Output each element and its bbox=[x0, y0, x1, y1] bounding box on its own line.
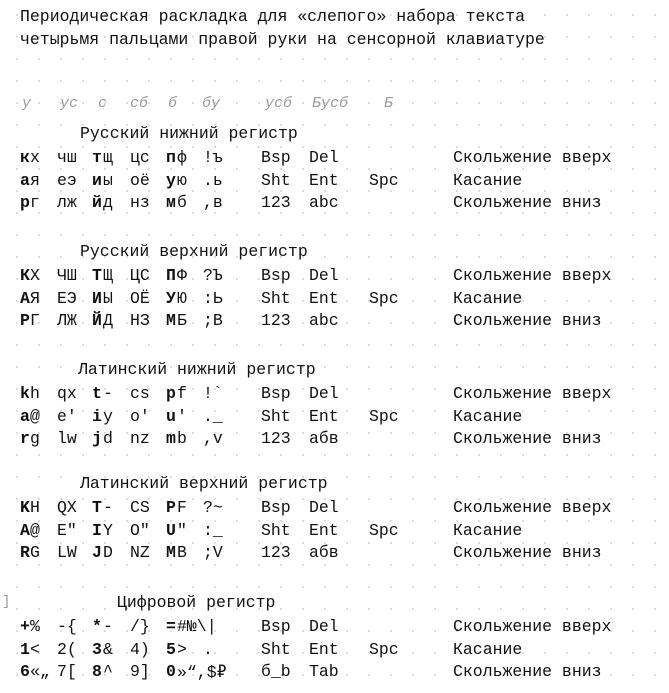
key-cell-f2: абв bbox=[309, 543, 339, 562]
key-cell-c2: я bbox=[30, 170, 40, 190]
section-title: Цифровой регистр bbox=[117, 593, 276, 612]
key-cell-c8: ю bbox=[177, 170, 187, 190]
key-cell-c2: @ bbox=[30, 406, 40, 426]
key-cell-c5: щ bbox=[103, 148, 113, 167]
key-row bbox=[0, 521, 669, 543]
key-cell-f1: 123 bbox=[261, 429, 291, 448]
key-cell-c7: П bbox=[166, 266, 176, 285]
key-cell-c7: У bbox=[166, 288, 176, 308]
key-cell-c9: ,v bbox=[203, 429, 223, 448]
gesture-label: Скольжение вверх bbox=[453, 148, 612, 167]
key-cell-f2: Ent bbox=[309, 520, 339, 540]
gesture-label: Касание bbox=[453, 639, 523, 659]
key-cell-c5: ы bbox=[103, 170, 113, 190]
key-cell-c9: ,в bbox=[203, 193, 223, 212]
key-row bbox=[0, 662, 669, 684]
gesture-label: Скольжение вверх bbox=[453, 384, 612, 403]
key-cell-c6: нз bbox=[130, 193, 150, 212]
key-cell-c6: nz bbox=[130, 429, 150, 448]
key-cell-f2: Del bbox=[309, 384, 339, 403]
key-cell-c5: - bbox=[103, 498, 113, 517]
key-cell-c8: Б bbox=[177, 311, 187, 330]
key-cell-f2: Del bbox=[309, 498, 339, 517]
key-cell-c3: E" bbox=[57, 520, 77, 540]
key-cell-c7: P bbox=[166, 498, 176, 517]
key-cell-f1: Sht bbox=[261, 520, 291, 540]
key-row bbox=[0, 407, 669, 429]
gesture-label: Скольжение вниз bbox=[453, 193, 602, 212]
key-cell-c1: 6 bbox=[20, 662, 30, 681]
key-cell-c8: b bbox=[177, 429, 187, 448]
key-cell-c3: ЧШ bbox=[57, 266, 77, 285]
gesture-label: Скольжение вниз bbox=[453, 543, 602, 562]
legend-item: Б bbox=[384, 95, 394, 112]
key-cell-c8: " bbox=[177, 520, 187, 540]
key-row bbox=[0, 498, 669, 520]
key-cell-c1: к bbox=[20, 148, 30, 167]
key-cell-c5: d bbox=[103, 429, 113, 448]
key-cell-f2: Ent bbox=[309, 170, 339, 190]
key-cell-c4: и bbox=[92, 170, 102, 190]
key-cell-c5: Щ bbox=[103, 266, 113, 285]
key-cell-c3: lw bbox=[57, 429, 77, 448]
key-cell-c3: еэ bbox=[57, 170, 77, 190]
key-cell-f2: Del bbox=[309, 266, 339, 285]
key-cell-c1: A bbox=[20, 520, 30, 540]
section-title: Русский верхний регистр bbox=[80, 242, 308, 261]
legend-item: у bbox=[22, 95, 32, 112]
key-cell-c6: O" bbox=[130, 520, 150, 540]
bracket-mark: ] bbox=[2, 594, 11, 610]
key-cell-c6: 4) bbox=[130, 639, 150, 659]
section-title: Латинский верхний регистр bbox=[80, 474, 328, 493]
key-cell-c3: 2( bbox=[57, 639, 77, 659]
key-cell-f2: Del bbox=[309, 617, 339, 636]
key-cell-c4: т bbox=[92, 148, 102, 167]
key-cell-f1: Sht bbox=[261, 170, 291, 190]
key-cell-f1: Bsp bbox=[261, 498, 291, 517]
key-cell-c6: /} bbox=[130, 617, 150, 636]
key-cell-c2: «„ bbox=[30, 662, 50, 681]
gesture-label: Касание bbox=[453, 170, 523, 190]
key-cell-c5: ^ bbox=[103, 662, 113, 681]
key-cell-c5: - bbox=[103, 617, 113, 636]
key-cell-c7: M bbox=[166, 543, 176, 562]
key-cell-c2: h bbox=[30, 384, 40, 403]
legend-item: бу bbox=[202, 95, 221, 112]
key-cell-c7: p bbox=[166, 384, 176, 403]
gesture-label: Касание bbox=[453, 406, 523, 426]
key-cell-c3: чш bbox=[57, 148, 77, 167]
key-cell-c1: 1 bbox=[20, 639, 30, 659]
key-cell-c5: & bbox=[103, 639, 113, 659]
key-cell-c2: < bbox=[30, 639, 40, 659]
gesture-label: Скольжение вниз bbox=[453, 311, 602, 330]
key-cell-f1: Bsp bbox=[261, 617, 291, 636]
key-cell-c2: х bbox=[30, 148, 40, 167]
key-cell-f1: 123 bbox=[261, 311, 291, 330]
key-cell-c1: р bbox=[20, 193, 30, 212]
key-cell-c1: a bbox=[20, 406, 30, 426]
key-cell-c4: t bbox=[92, 384, 102, 403]
key-cell-c6: ЦС bbox=[130, 266, 150, 285]
key-cell-c2: Я bbox=[30, 288, 40, 308]
key-row bbox=[0, 311, 669, 333]
key-cell-c9: :_ bbox=[203, 520, 223, 540]
key-cell-c3: LW bbox=[57, 543, 77, 562]
key-cell-c3: e' bbox=[57, 406, 77, 426]
key-cell-c4: i bbox=[92, 406, 102, 426]
key-cell-f2: Ent bbox=[309, 406, 339, 426]
key-cell-c6: 9] bbox=[130, 662, 150, 681]
section-title: Русский нижний регистр bbox=[80, 124, 298, 143]
key-cell-c1: К bbox=[20, 266, 30, 285]
key-cell-c2: Х bbox=[30, 266, 40, 285]
key-cell-c8: #№\| bbox=[177, 617, 217, 636]
key-cell-c4: T bbox=[92, 498, 102, 517]
key-cell-c4: И bbox=[92, 288, 102, 308]
key-cell-c4: 8 bbox=[92, 662, 102, 681]
key-cell-c3: -{ bbox=[57, 617, 77, 636]
key-cell-c7: М bbox=[166, 311, 176, 330]
key-cell-c9: !` bbox=[203, 384, 223, 403]
key-cell-c2: Г bbox=[30, 311, 40, 330]
key-cell-c6: цс bbox=[130, 148, 150, 167]
key-cell-c6: cs bbox=[130, 384, 150, 403]
key-row bbox=[0, 266, 669, 288]
key-cell-c7: U bbox=[166, 520, 176, 540]
key-cell-c8: Ф bbox=[177, 266, 187, 285]
key-cell-c6: НЗ bbox=[130, 311, 150, 330]
key-row bbox=[0, 384, 669, 406]
key-cell-c5: Д bbox=[103, 311, 113, 330]
title-line-2: четырьмя пальцами правой руки на сенсорной клавиатуре bbox=[20, 30, 545, 49]
key-cell-c1: K bbox=[20, 498, 30, 517]
key-cell-c4: J bbox=[92, 543, 102, 562]
key-cell-c4: Й bbox=[92, 311, 102, 330]
key-cell-c1: Р bbox=[20, 311, 30, 330]
key-cell-c4: * bbox=[92, 617, 102, 636]
key-cell-f2: Del bbox=[309, 148, 339, 167]
key-cell-c3: 7[ bbox=[57, 662, 77, 681]
key-cell-c2: @ bbox=[30, 520, 40, 540]
key-cell-c5: Ы bbox=[103, 288, 113, 308]
key-cell-c8: f bbox=[177, 384, 187, 403]
key-cell-c4: й bbox=[92, 193, 102, 212]
key-cell-c9: ;V bbox=[203, 543, 223, 562]
key-cell-f1: Sht bbox=[261, 406, 291, 426]
legend-item: усб bbox=[265, 95, 293, 112]
key-cell-c9: !ъ bbox=[203, 148, 223, 167]
key-cell-c6: ОЁ bbox=[130, 288, 150, 308]
key-cell-f3: Spc bbox=[369, 520, 399, 540]
key-cell-c3: qx bbox=[57, 384, 77, 403]
key-cell-c1: + bbox=[20, 617, 30, 636]
key-cell-c6: o' bbox=[130, 406, 150, 426]
gesture-label: Скольжение вниз bbox=[453, 662, 602, 681]
key-cell-c6: CS bbox=[130, 498, 150, 517]
key-cell-f2: Ent bbox=[309, 288, 339, 308]
key-cell-c7: м bbox=[166, 193, 176, 212]
key-cell-c9: .ь bbox=[203, 170, 223, 190]
key-cell-c5: Y bbox=[103, 520, 113, 540]
key-cell-c9: . bbox=[203, 639, 213, 659]
key-cell-f1: Sht bbox=[261, 639, 291, 659]
key-cell-f3: Spc bbox=[369, 288, 399, 308]
key-row bbox=[0, 640, 669, 662]
key-row bbox=[0, 543, 669, 565]
key-cell-c8: ' bbox=[177, 406, 187, 426]
key-cell-c5: д bbox=[103, 193, 113, 212]
key-row bbox=[0, 617, 669, 639]
legend-item: сб bbox=[130, 95, 149, 112]
gesture-label: Скольжение вверх bbox=[453, 617, 612, 636]
key-cell-c3: ЕЭ bbox=[57, 288, 77, 308]
key-cell-c2: г bbox=[30, 193, 40, 212]
key-cell-f2: abc bbox=[309, 311, 339, 330]
key-cell-c5: y bbox=[103, 406, 113, 426]
key-cell-c9: ;В bbox=[203, 311, 223, 330]
key-cell-f3: Spc bbox=[369, 170, 399, 190]
key-cell-c7: у bbox=[166, 170, 176, 190]
key-cell-c8: Ю bbox=[177, 288, 187, 308]
key-cell-c8: ф bbox=[177, 148, 187, 167]
key-cell-f1: 123 bbox=[261, 543, 291, 562]
key-cell-c1: а bbox=[20, 170, 30, 190]
key-cell-c7: 5 bbox=[166, 639, 176, 659]
key-cell-c1: А bbox=[20, 288, 30, 308]
legend-item: ус bbox=[60, 95, 79, 112]
legend-item: Бусб bbox=[312, 95, 349, 112]
key-cell-f3: Spc bbox=[369, 406, 399, 426]
key-cell-f2: Ent bbox=[309, 639, 339, 659]
key-cell-f1: Bsp bbox=[261, 266, 291, 285]
key-cell-c1: R bbox=[20, 543, 30, 562]
key-cell-f2: abc bbox=[309, 193, 339, 212]
key-cell-c4: j bbox=[92, 429, 102, 448]
key-cell-c4: I bbox=[92, 520, 102, 540]
key-cell-f3: Spc bbox=[369, 639, 399, 659]
key-cell-f2: Tab bbox=[309, 662, 339, 681]
key-cell-c9: :Ь bbox=[203, 288, 223, 308]
key-cell-c9: ?Ъ bbox=[203, 266, 223, 285]
key-cell-c2: G bbox=[30, 543, 40, 562]
gesture-label: Касание bbox=[453, 288, 523, 308]
key-cell-c2: % bbox=[30, 617, 40, 636]
key-cell-c1: k bbox=[20, 384, 30, 403]
key-cell-f2: абв bbox=[309, 429, 339, 448]
key-cell-c8: > bbox=[177, 639, 187, 659]
key-cell-f1: Sht bbox=[261, 288, 291, 308]
key-cell-c8: »“,$₽ bbox=[177, 663, 227, 682]
key-row bbox=[0, 171, 669, 193]
key-cell-c7: 0 bbox=[166, 662, 176, 681]
key-cell-c4: 3 bbox=[92, 639, 102, 659]
gesture-label: Касание bbox=[453, 520, 523, 540]
key-cell-c5: - bbox=[103, 384, 113, 403]
key-cell-f1: Bsp bbox=[261, 148, 291, 167]
key-cell-c2: H bbox=[30, 498, 40, 517]
key-cell-f1: 123 bbox=[261, 193, 291, 212]
key-cell-c8: F bbox=[177, 498, 187, 517]
key-cell-f1: Bsp bbox=[261, 384, 291, 403]
key-cell-c3: ЛЖ bbox=[57, 311, 77, 330]
key-cell-c5: D bbox=[103, 543, 113, 562]
section-title: Латинский нижний регистр bbox=[78, 360, 316, 379]
key-cell-c7: п bbox=[166, 148, 176, 167]
key-cell-c8: B bbox=[177, 543, 187, 562]
gesture-label: Скольжение вниз bbox=[453, 429, 602, 448]
key-cell-c3: лж bbox=[57, 193, 77, 212]
key-cell-c2: g bbox=[30, 429, 40, 448]
legend-item: б bbox=[168, 95, 178, 112]
key-cell-f1: б_b bbox=[261, 662, 291, 681]
key-cell-c4: Т bbox=[92, 266, 102, 285]
key-row bbox=[0, 429, 669, 451]
legend-item: с bbox=[98, 95, 108, 112]
key-cell-c9: ?~ bbox=[203, 498, 223, 517]
key-cell-c3: QX bbox=[57, 498, 77, 517]
title-line-1: Периодическая раскладка для «слепого» набора текста bbox=[20, 7, 525, 26]
key-cell-c8: б bbox=[177, 193, 187, 212]
key-row bbox=[0, 148, 669, 170]
key-cell-c7: = bbox=[166, 617, 176, 636]
gesture-label: Скольжение вверх bbox=[453, 266, 612, 285]
key-row bbox=[0, 193, 669, 215]
key-cell-c6: NZ bbox=[130, 543, 150, 562]
key-cell-c7: u bbox=[166, 406, 176, 426]
key-cell-c1: r bbox=[20, 429, 30, 448]
key-cell-c9: ._ bbox=[203, 406, 223, 426]
key-row bbox=[0, 289, 669, 311]
gesture-label: Скольжение вверх bbox=[453, 498, 612, 517]
key-cell-c6: оё bbox=[130, 170, 150, 190]
key-cell-c7: m bbox=[166, 429, 176, 448]
